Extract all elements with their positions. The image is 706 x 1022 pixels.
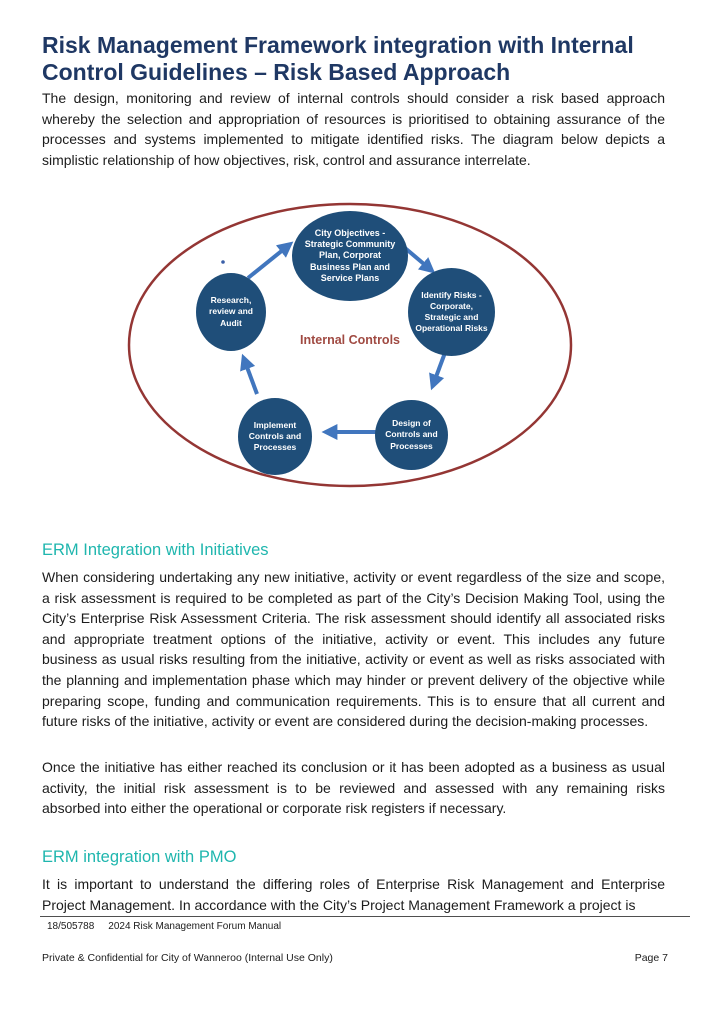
erm-initiatives-paragraph-1: When considering undertaking any new initiative, activity or event regardless of the size and scope, a risk assessment is required to be completed as part of the City’s Decision Making Tool, using the City’s Enterprise Risk Assessment Criteria. The risk assessment should identify all associated risks and appropriate treatment options of the initiative, activity or event. This includes any future business as usual risks resulting from the initiative, activity or event as well as risks associated with the planning and implementation phase which may hinder or prevent delivery of the objective while preparing scope, funding and communication requirements. This is to ensure that all current and future risks of the initiative, activity or event are considered during the decision-making processes.	[42, 569, 665, 730]
stray-dot	[221, 260, 225, 264]
diagram-node-implement-controls	[238, 398, 312, 475]
erm-initiatives-paragraph-2: Once the initiative has either reached its conclusion or it has been adopted as a business as usual activity, the initial risk assessment is to be reviewed and assessed with any remaining risks absorbed into either the operational or corporate risk registers if necessary.	[42, 759, 665, 817]
diagram-node-label: City Objectives - Strategic Community Plan, Corporat Business Plan and Service Plans	[304, 227, 396, 283]
diagram-node-design-controls	[375, 400, 448, 470]
section-heading-erm-initiatives: ERM Integration with Initiatives	[42, 541, 269, 559]
arrow-research-to-objectives-icon	[248, 245, 289, 278]
footer-page-number: Page 7	[634, 952, 668, 964]
internal-controls-diagram	[0, 195, 706, 505]
diagram-node-identify-risks	[408, 268, 495, 356]
footer-doc-ref: 18/505788	[47, 921, 95, 932]
page-title-line-2: Control Guidelines – Risk Based Approach	[42, 59, 511, 85]
footer-bottom-row	[42, 952, 668, 964]
diagram-node-research-review-audit	[196, 273, 266, 351]
diagram-node-label: Design of Controls and Processes	[385, 418, 438, 451]
erm-pmo-paragraph-1: It is important to understand the differing roles of Enterprise Risk Management and Enterprise Project Management. In accordance with the City’s Project Management Framework a project is	[42, 876, 665, 913]
page-title	[42, 32, 674, 86]
page-title-line-1: Risk Management Framework integration with Internal	[42, 32, 634, 58]
footer-confidential-note: Private & Confidential for City of Wanneroo (Internal Use Only)	[42, 952, 333, 964]
arrow-implement-to-research-icon	[244, 359, 257, 394]
footer-doc-info	[47, 921, 281, 932]
arrow-objectives-to-identify-icon	[405, 248, 431, 270]
diagram-node-label: Implement Controls and Processes	[248, 419, 302, 453]
diagram-node-label: Identify Risks - Corporate, Strategic and Operational Risks	[415, 289, 488, 334]
intro-paragraph: The design, monitoring and review of internal controls should consider a risk based approach whereby the selection and appropriation of resources is prioritised to obtaining assurance of the processes and systems implemented to mitigate identified risks. The diagram below depicts a simplistic relationship of how objectives, risk, control and assurance interrelate.	[42, 90, 665, 168]
section-heading-erm-pmo: ERM integration with PMO	[42, 848, 237, 866]
diagram-node-label: Research, review and Audit	[209, 295, 253, 328]
diagram-center-label: Internal Controls	[299, 333, 400, 347]
footer-divider	[40, 916, 690, 917]
diagram-node-city-objectives	[292, 211, 408, 301]
footer-doc-title: 2024 Risk Management Forum Manual	[108, 921, 282, 932]
